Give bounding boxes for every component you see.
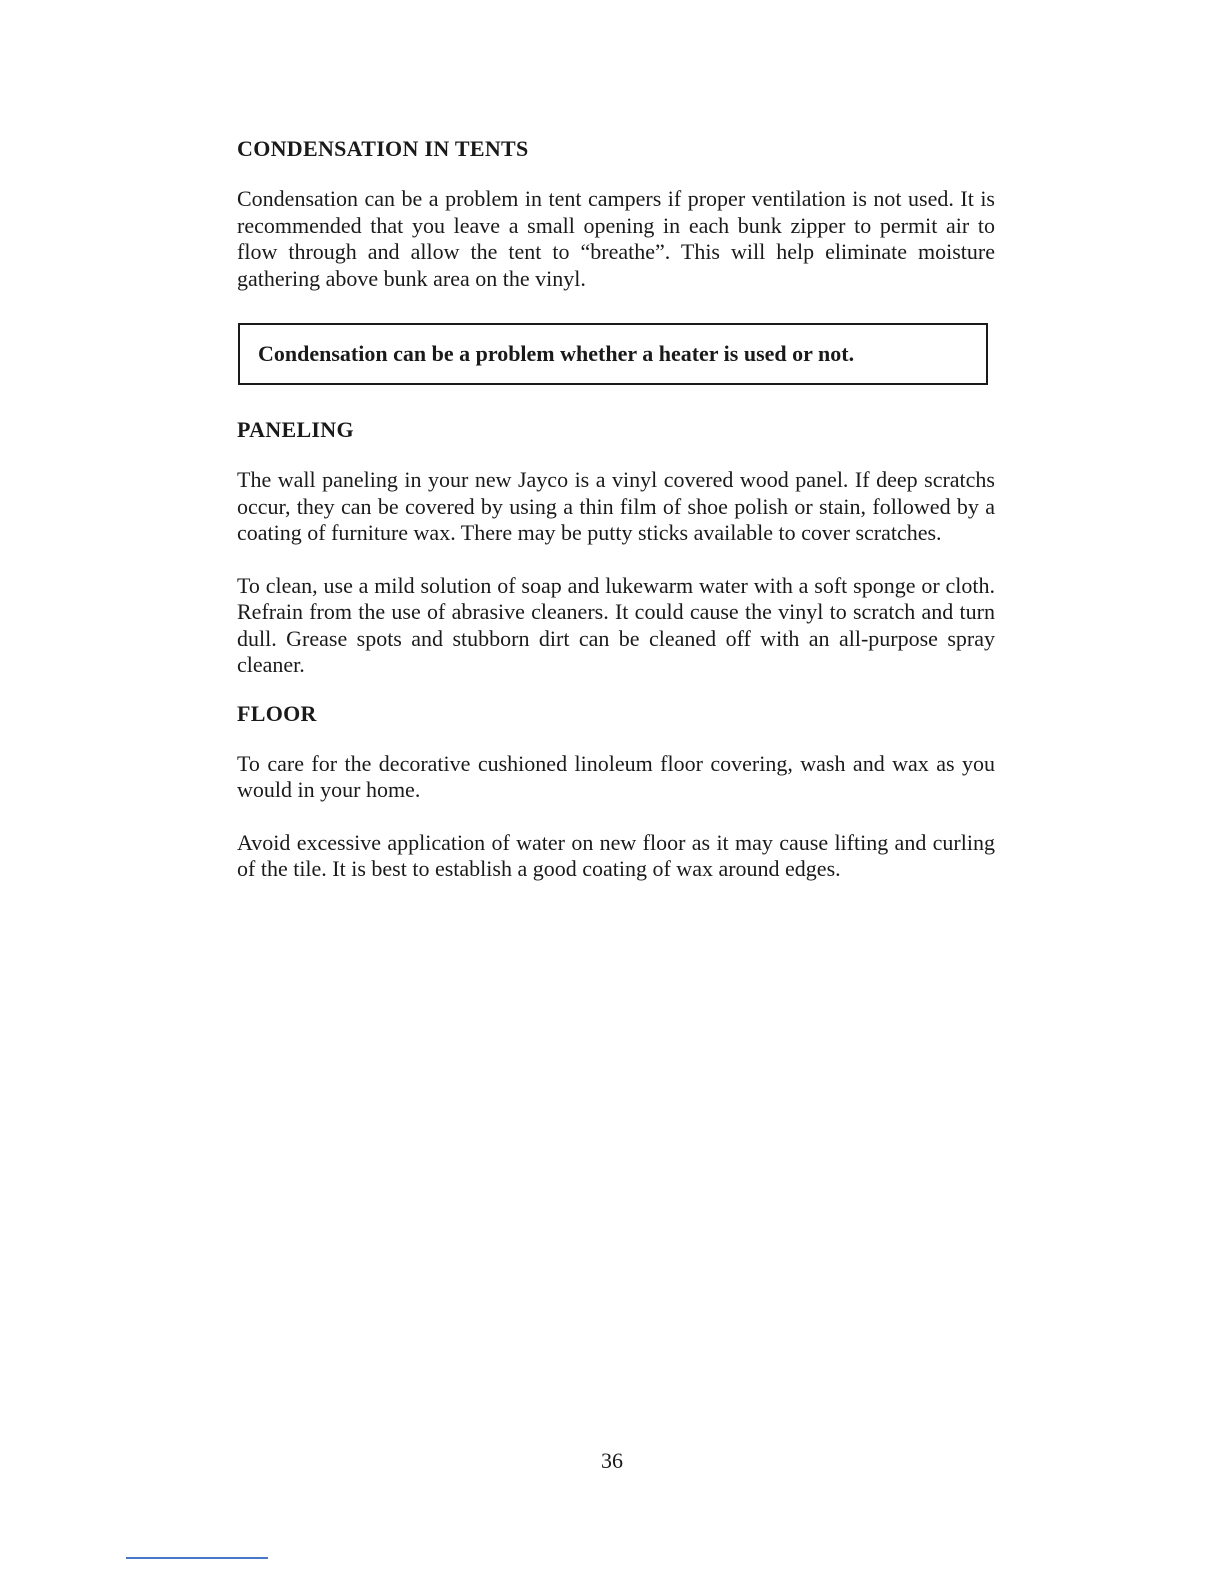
paragraph-condensation: Condensation can be a problem in tent campers if proper ventilation is not used. It is recommended that you leave a small opening in each bunk zipper to permit air to flow through and allow the tent to “breathe”. This will help eliminate moisture gathering above bunk area on the vinyl. (237, 186, 995, 291)
paragraph-paneling-2: To clean, use a mild solution of soap and lukewarm water with a soft sponge or cloth. Refrain from the use of abrasive cleaners. It could cause the vinyl to scratch and turn dull. Grease spots and stubborn dirt can be cleaned off with an all-purpose spray cleaner. (237, 572, 995, 677)
notice-text: Condensation can be a problem whether a heater is used or not. (258, 341, 855, 366)
page-content (237, 134, 995, 883)
paragraph-gap (237, 804, 995, 830)
paragraph-gap (237, 547, 995, 573)
paragraph-floor-1: To care for the decorative cushioned linoleum floor covering, wash and wax as you would in your home. (237, 750, 995, 802)
paragraph-paneling-1: The wall paneling in your new Jayco is a vinyl covered wood panel. If deep scratchs occur, they can be covered by using a thin film of shoe polish or stain, followed by a coating of furniture wax. There may be putty sticks available to cover scratches. (237, 467, 995, 545)
heading-paneling: PANELING (237, 417, 354, 442)
notice-box (238, 323, 988, 385)
heading-condensation-in-tents: CONDENSATION IN TENTS (237, 136, 529, 161)
paragraph-floor-2: Avoid excessive application of water on new floor as it may cause lifting and curling of the tile. It is best to establish a good coating of wax around edges. (237, 829, 995, 881)
heading-floor: FLOOR (237, 700, 317, 726)
corner-rule (126, 1557, 268, 1559)
page-number: 36 (601, 1448, 623, 1473)
